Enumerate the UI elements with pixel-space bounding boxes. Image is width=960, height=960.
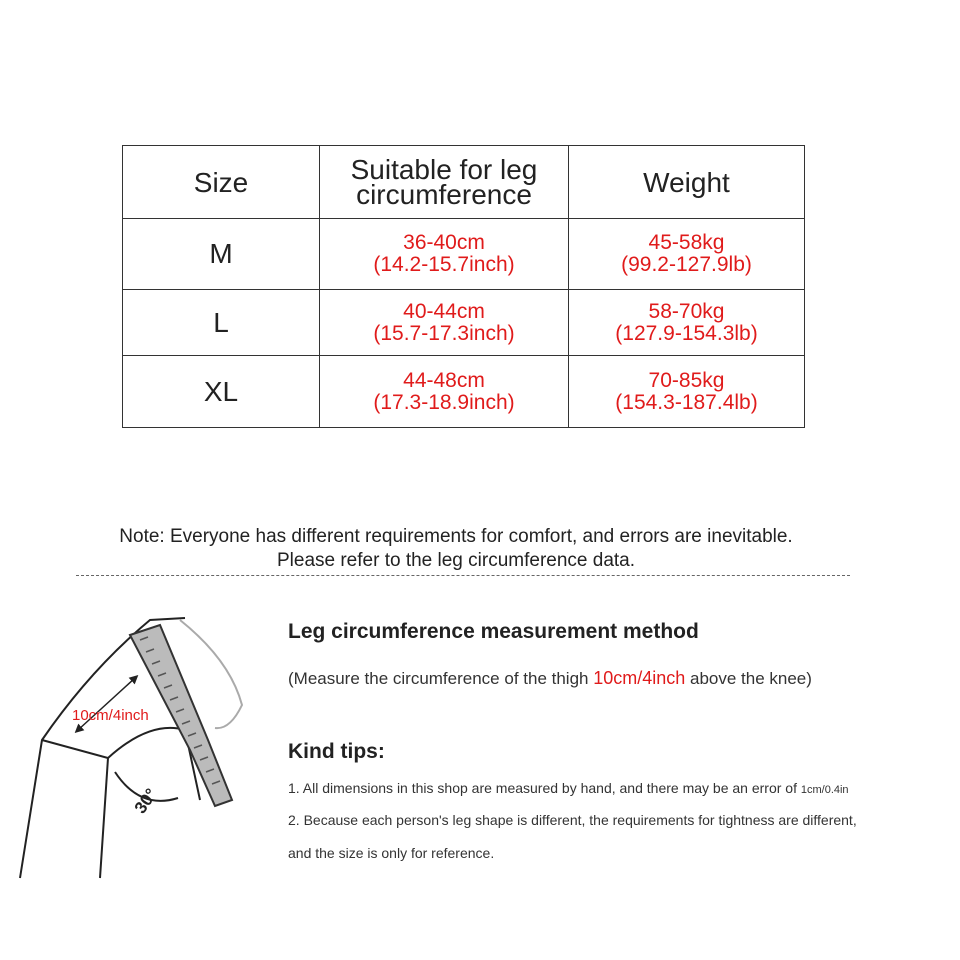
method-highlight: 10cm/4inch xyxy=(593,668,686,688)
circumference-cell: 36-40cm (14.2-15.7inch) xyxy=(320,219,569,290)
circumference-cell: 40-44cm (15.7-17.3inch) xyxy=(320,290,569,356)
note-line-2: Please refer to the leg circumference data. xyxy=(276,550,636,571)
dashed-divider xyxy=(76,575,850,576)
method-subtitle: (Measure the circumference of the thigh 10cm/4inch above the knee) xyxy=(288,668,812,688)
knee-crease xyxy=(42,740,108,878)
size-cell: M xyxy=(123,219,320,290)
tip-1: 1. All dimensions in this shop are measured by hand, and there may be an error of 1cm/0.4in xyxy=(288,780,849,796)
weight-cell: 70-85kg (154.3-187.4lb) xyxy=(569,356,805,428)
header-circumference: Suitable for leg circumference xyxy=(320,146,569,219)
header-size: Size xyxy=(123,146,320,219)
size-chart-table xyxy=(122,145,805,428)
weight-cell: 45-58kg (99.2-127.9lb) xyxy=(569,219,805,290)
distance-label: 10cm/4inch xyxy=(72,707,149,724)
method-title: Leg circumference measurement method xyxy=(288,620,699,643)
tip-2-line-1: 2. Because each person's leg shape is different, the requirements for tightness are different, xyxy=(288,812,857,828)
tips-title: Kind tips: xyxy=(288,740,385,763)
header-weight: Weight xyxy=(569,146,805,219)
size-cell: L xyxy=(123,290,320,356)
size-cell: XL xyxy=(123,356,320,428)
table-row xyxy=(123,219,805,290)
angle-label: 30° xyxy=(130,785,161,818)
circumference-cell: 44-48cm (17.3-18.9inch) xyxy=(320,356,569,428)
table-row xyxy=(123,290,805,356)
note-line-1: Note: Everyone has different requirements for comfort, and errors are inevitable. xyxy=(119,526,793,547)
weight-cell: 58-70kg (127.9-154.3lb) xyxy=(569,290,805,356)
table-row xyxy=(123,356,805,428)
note-text xyxy=(0,525,912,573)
table-header-row xyxy=(123,146,805,219)
tip-2-line-2: and the size is only for reference. xyxy=(288,845,495,861)
knee-measurement-illustration xyxy=(0,600,280,890)
